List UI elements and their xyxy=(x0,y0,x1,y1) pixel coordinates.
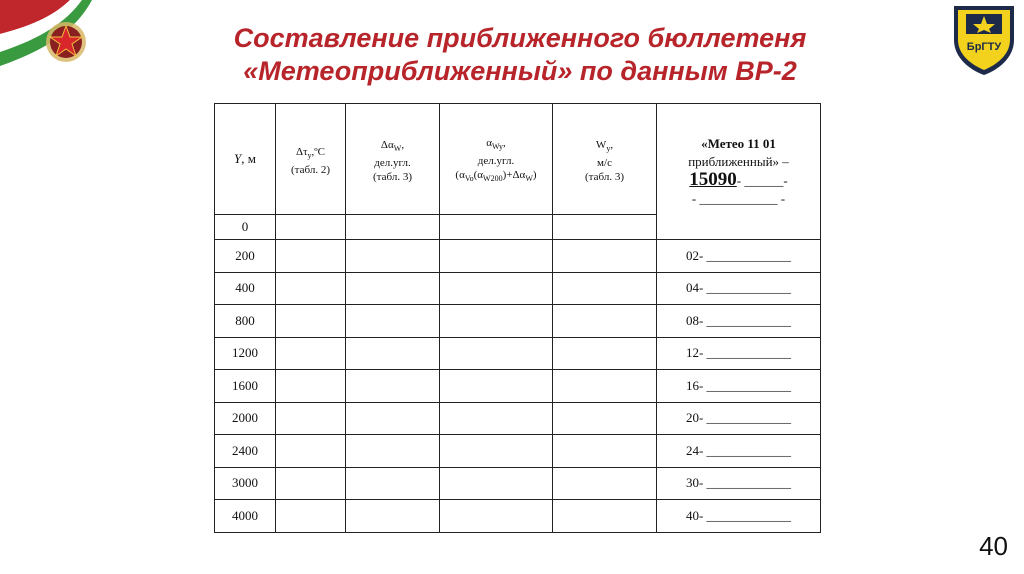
table-header-row xyxy=(215,104,821,215)
input-cell[interactable] xyxy=(346,500,440,533)
result-cell[interactable]: 20- _____________ xyxy=(657,402,821,435)
meteo-bulletin-table xyxy=(214,103,821,533)
input-cell[interactable] xyxy=(346,467,440,500)
logo-text: БрГТУ xyxy=(966,41,1002,53)
input-cell[interactable] xyxy=(440,370,553,403)
table-row xyxy=(215,337,821,370)
result-cell[interactable]: 12- _____________ xyxy=(657,337,821,370)
input-cell[interactable] xyxy=(553,272,657,305)
row-height-cell: 2000 xyxy=(215,402,276,435)
input-cell[interactable] xyxy=(553,240,657,273)
row-height-cell: 400 xyxy=(215,272,276,305)
input-cell[interactable] xyxy=(440,500,553,533)
result-cell[interactable]: 16- _____________ xyxy=(657,370,821,403)
row-height-cell: 0 xyxy=(215,215,276,240)
input-cell[interactable] xyxy=(440,337,553,370)
title-line-2: «Метеоприближенный» по данным ВР-2 xyxy=(243,56,797,86)
input-cell[interactable] xyxy=(440,305,553,338)
input-cell[interactable] xyxy=(276,402,346,435)
header-y: Y, м xyxy=(215,104,276,215)
result-cell[interactable]: 40- _____________ xyxy=(657,500,821,533)
input-cell[interactable] xyxy=(276,337,346,370)
input-cell[interactable] xyxy=(346,272,440,305)
table-row xyxy=(215,272,821,305)
header-meteo-bulletin: «Метео 11 01 приближенный» – 15090- ______- - ____________ - xyxy=(657,104,821,240)
input-cell[interactable] xyxy=(440,272,553,305)
input-cell[interactable] xyxy=(276,467,346,500)
input-cell[interactable] xyxy=(440,402,553,435)
table-row xyxy=(215,467,821,500)
university-shield-logo-icon xyxy=(944,0,1024,78)
input-cell[interactable] xyxy=(553,402,657,435)
row-height-cell: 2400 xyxy=(215,435,276,468)
table-row xyxy=(215,500,821,533)
table-row xyxy=(215,240,821,273)
flag-star-emblem-icon xyxy=(0,0,100,78)
input-cell[interactable] xyxy=(346,240,440,273)
input-cell[interactable] xyxy=(553,305,657,338)
input-cell[interactable] xyxy=(346,215,440,240)
input-cell[interactable] xyxy=(440,467,553,500)
row-height-cell: 800 xyxy=(215,305,276,338)
header-wy: $W_y$, м/с (табл. 3) xyxy=(553,104,657,215)
input-cell[interactable] xyxy=(553,370,657,403)
header-delta-alpha-w: $\Delta\alpha_W$, дел.угл. (табл. 3) xyxy=(346,104,440,215)
table-row xyxy=(215,305,821,338)
input-cell[interactable] xyxy=(276,272,346,305)
input-cell[interactable] xyxy=(276,500,346,533)
input-cell[interactable] xyxy=(440,435,553,468)
input-cell[interactable] xyxy=(346,370,440,403)
row-height-cell: 200 xyxy=(215,240,276,273)
row-height-cell: 4000 xyxy=(215,500,276,533)
input-cell[interactable] xyxy=(553,435,657,468)
result-cell[interactable]: 02- _____________ xyxy=(657,240,821,273)
page-title xyxy=(150,22,890,88)
input-cell[interactable] xyxy=(276,305,346,338)
row-height-cell: 1600 xyxy=(215,370,276,403)
table-row xyxy=(215,370,821,403)
title-line-1: Составление приближенного бюллетеня xyxy=(233,23,807,53)
input-cell[interactable] xyxy=(276,240,346,273)
result-cell[interactable]: 30- _____________ xyxy=(657,467,821,500)
input-cell[interactable] xyxy=(553,215,657,240)
header-delta-tau: $\Delta\tau_y,ºС$ (табл. 2) xyxy=(276,104,346,215)
input-cell[interactable] xyxy=(440,240,553,273)
input-cell[interactable] xyxy=(346,402,440,435)
result-cell[interactable]: 24- _____________ xyxy=(657,435,821,468)
input-cell[interactable] xyxy=(553,500,657,533)
input-cell[interactable] xyxy=(346,305,440,338)
table-row xyxy=(215,402,821,435)
row-height-cell: 1200 xyxy=(215,337,276,370)
input-cell[interactable] xyxy=(276,435,346,468)
input-cell[interactable] xyxy=(553,467,657,500)
header-alpha-wy: $\alpha_{Wy}$, дел.угл. $(\alpha_{Vo}(\alpha_{W200})+\Delta\alpha_W)$ xyxy=(440,104,553,215)
row-height-cell: 3000 xyxy=(215,467,276,500)
result-cell[interactable]: 04- _____________ xyxy=(657,272,821,305)
page-number: 40 xyxy=(979,531,1008,561)
table-row xyxy=(215,435,821,468)
input-cell[interactable] xyxy=(276,370,346,403)
input-cell[interactable] xyxy=(276,215,346,240)
result-cell[interactable]: 08- _____________ xyxy=(657,305,821,338)
input-cell[interactable] xyxy=(440,215,553,240)
input-cell[interactable] xyxy=(553,337,657,370)
input-cell[interactable] xyxy=(346,337,440,370)
input-cell[interactable] xyxy=(346,435,440,468)
